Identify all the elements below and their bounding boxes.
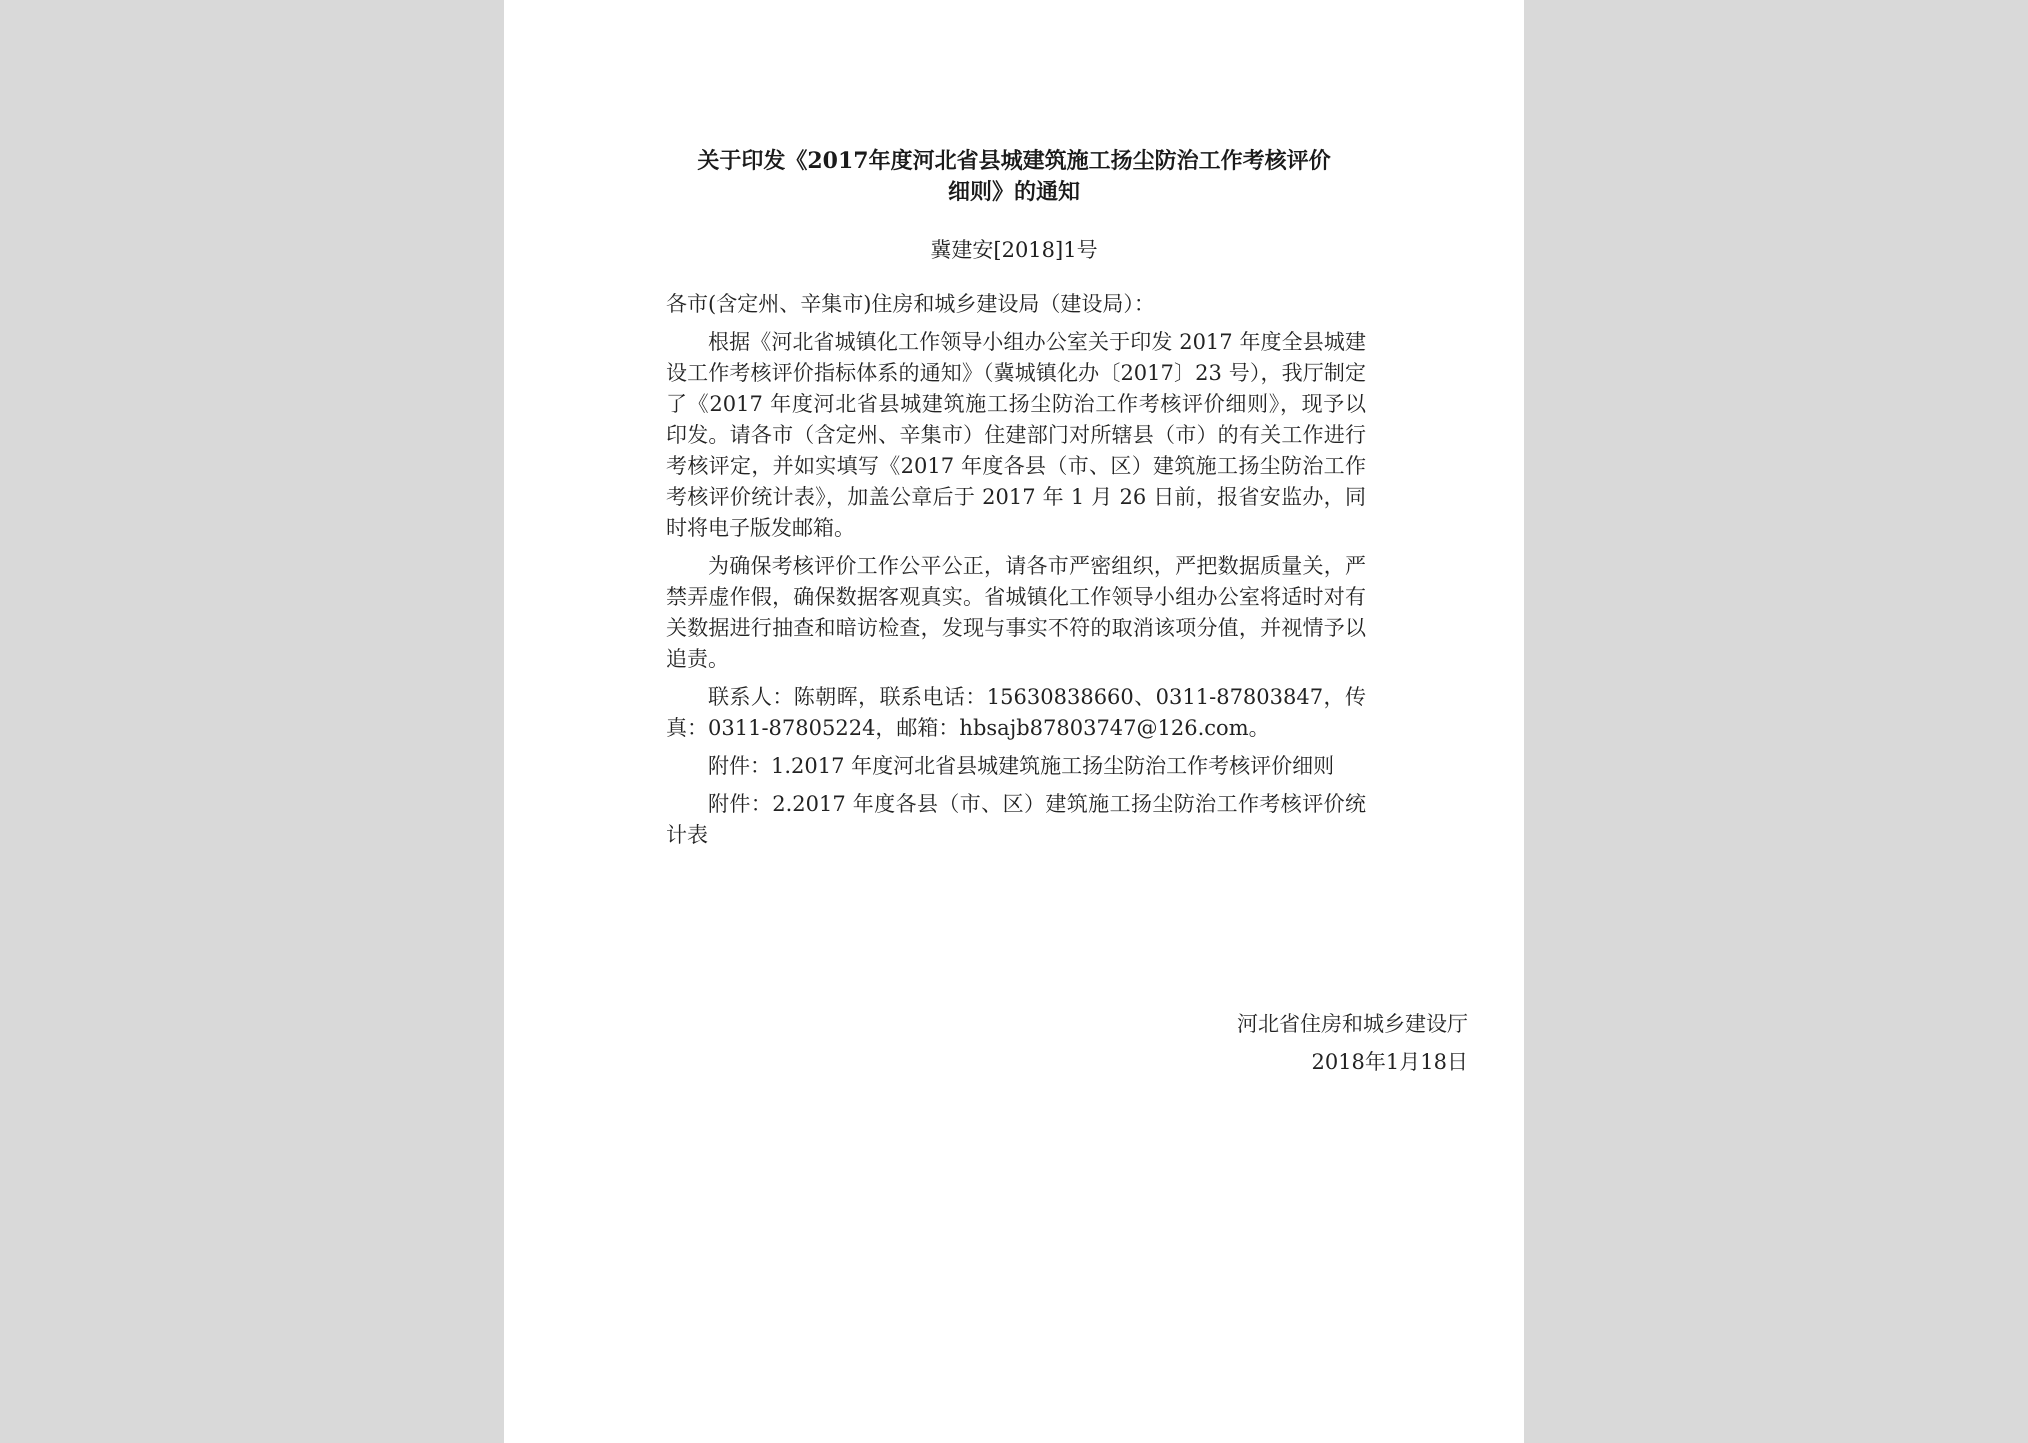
paragraph-requirements: 为确保考核评价工作公平公正，请各市严密组织，严把数据质量关，严禁弄虚作假，确保数据客观真实。省城镇化工作领导小组办公室将适时对有关数据进行抽查和暗访检查，发现与事实不符的取消该项分值，并视情予以追责。 [666,554,1366,671]
document-title [554,146,1474,208]
title-line-1: 关于印发《2017年度河北省县城建筑施工扬尘防治工作考核评价 [697,148,1331,174]
paragraph-basis: 根据《河北省城镇化工作领导小组办公室关于印发 2017 年度全县城建设工作考核评价指标体系的通知》（冀城镇化办〔2017〕23 号），我厅制定了《2017 年度河北省县城建筑施工扬尘防治工作考核评价细则》，现予以印发。请各市（含定州、辛集市）住建部门对所辖县（市）的有关工作进行考核评定，并如实填写《2017 年度各县（市、区）建筑施工扬尘防治工作考核评价统计表》，加盖公章后于 2017 年 1 月 26 日前，报省安监办，同时将电子版发邮箱。 [666,330,1366,540]
paragraph-contact: 联系人：陈朝晖，联系电话：15630838660、0311-87803847，传真：0311-87805224，邮箱：hbsajb87803747@126.com。 [666,685,1366,740]
issuer-name: 河北省住房和城乡建设厅 [1237,1012,1468,1036]
document-page [504,0,1524,1443]
document-body [666,289,1366,858]
title-line-2: 细则》的通知 [947,179,1080,205]
signature-block [1204,1005,1468,1081]
attachment-1: 附件：1.2017 年度河北省县城建筑施工扬尘防治工作考核评价细则 [708,754,1335,778]
salutation: 各市(含定州、辛集市)住房和城乡建设局（建设局）： [666,292,1155,316]
document-number: 冀建安[2018]1号 [930,238,1098,262]
issue-date: 2018年1月18日 [1311,1050,1468,1074]
attachment-2: 附件：2.2017 年度各县（市、区）建筑施工扬尘防治工作考核评价统计表 [666,792,1366,847]
